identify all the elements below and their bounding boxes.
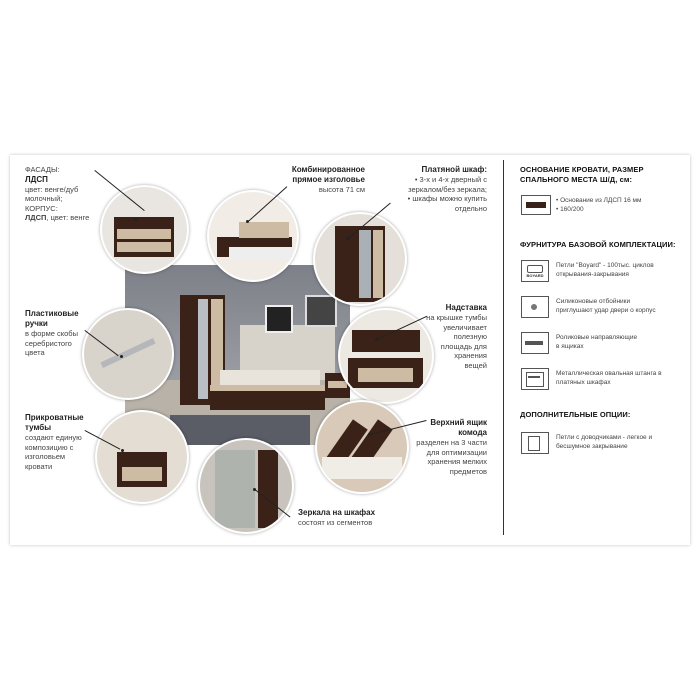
top-drawer-desc-2: для оптимизации	[426, 447, 487, 457]
facades-heading: ФАСАДЫ:	[25, 165, 60, 174]
add-on-desc-2: увеличивает	[443, 322, 487, 332]
nightstands-dot	[121, 449, 124, 452]
hardware-item-hinges	[556, 262, 691, 279]
wardrobe-desc-1: • 3-х и 4-х дверный с	[414, 175, 487, 184]
headboard-title-2: прямое изголовье	[292, 175, 365, 184]
mirrors-desc: состоят из сегментов	[298, 518, 373, 527]
add-on-title: Надставка	[445, 303, 487, 312]
slides-desc: в ящиках	[556, 342, 584, 350]
headboard-title: Комбинированное	[291, 165, 365, 174]
slides-label: Роликовые направляющие	[556, 334, 638, 341]
body-color: , цвет: венге	[46, 213, 90, 222]
hinge-icon	[521, 260, 549, 282]
soft-close-label: Петли с доводчиками	[556, 434, 621, 441]
bumpers-desc: приглушают удар двери о корпус	[556, 306, 656, 314]
wardrobe-callout	[395, 165, 487, 213]
rod-label: Металлическая овальная штанга в	[556, 370, 662, 377]
options-title: ДОПОЛНИТЕЛЬНЫЕ ОПЦИИ:	[520, 410, 631, 419]
nightstands-desc-3: изголовьем	[25, 452, 66, 461]
hardware-item-slides	[556, 334, 691, 351]
facades-material: ЛДСП	[25, 174, 48, 184]
bed-base-icon	[521, 195, 551, 215]
bed-base-item-2: • 160/200	[556, 205, 584, 213]
rod-desc: платяных шкафах	[556, 378, 611, 386]
add-on-callout	[420, 303, 487, 370]
bed-base-item-1: • Основание из ЛДСП 16 мм	[556, 197, 642, 204]
options-item-soft-close	[556, 434, 691, 451]
drawer-photo	[315, 400, 409, 494]
sidebar-separator	[503, 160, 504, 535]
soft-close-desc-start: - легкое и	[620, 434, 653, 441]
facades-color-cont: молочный;	[25, 194, 63, 203]
facades-callout	[25, 165, 115, 223]
nightstands-desc-1: создают единую	[25, 433, 82, 442]
top-drawer-title-2: комода	[458, 428, 487, 437]
body-heading: КОРПУС:	[25, 203, 58, 213]
bed-base-features	[556, 197, 686, 214]
soft-close-hinge-icon	[521, 432, 549, 454]
nightstands-desc-2: композицию с	[25, 442, 74, 452]
top-drawer-desc-3: хранения мелких	[427, 457, 487, 466]
body-material: ЛДСП	[25, 213, 47, 222]
nightstands-title: Прикроватные	[25, 413, 84, 422]
facades-color: цвет: венге/дуб	[25, 184, 79, 194]
mirror-photo	[198, 438, 294, 534]
add-on-desc-5: хранения	[454, 351, 487, 360]
hinges-label: Петли "Boyard" - 100тыс. циклов	[556, 262, 654, 269]
headboard-callout	[270, 165, 365, 195]
drawer-slide-icon	[521, 332, 549, 354]
bed-base-section	[520, 165, 690, 185]
facades-dot	[134, 218, 137, 221]
top-drawer-title: Верхний ящик	[430, 418, 487, 427]
top-drawer-callout	[410, 418, 487, 476]
hinges-desc: открывания-закрывания	[556, 270, 629, 278]
bed-base-title-2: СПАЛЬНОГО МЕСТА Ш/Д, см:	[520, 175, 633, 184]
handles-callout	[25, 309, 100, 358]
mirrors-callout	[298, 508, 408, 528]
hardware-title: ФУРНИТУРА БАЗОВОЙ КОМПЛЕКТАЦИИ:	[520, 240, 676, 249]
nightstands-desc-4: кровати	[25, 461, 53, 471]
soft-close-desc: бесшумное закрывание	[556, 442, 628, 450]
add-on-desc-4: площадь для	[440, 341, 487, 351]
add-on-desc-6: вещей	[464, 360, 487, 370]
handles-title-2: ручки	[25, 319, 48, 328]
top-drawer-desc-4: предметов	[449, 466, 487, 476]
add-on-desc-3: полезную	[453, 332, 487, 341]
handles-dot	[120, 355, 123, 358]
hardware-item-rod	[556, 370, 691, 387]
wardrobe-desc-4: отдельно	[454, 203, 487, 213]
bumpers-label: Силиконовые отбойники	[556, 298, 631, 305]
wardrobe-desc-2: зеркалом/без зеркала;	[408, 184, 487, 194]
hardware-item-bumpers	[556, 298, 691, 315]
wardrobe-desc-3: • шкафы можно купить	[407, 194, 487, 203]
headboard-height: высота 71 см	[318, 185, 365, 194]
handles-desc-2: серебристого	[25, 338, 72, 348]
wardrobe-title: Платяной шкаф:	[421, 165, 487, 174]
wardrobe-rod-icon	[521, 368, 549, 390]
bumper-icon	[521, 296, 549, 318]
bed-base-title: ОСНОВАНИЕ КРОВАТИ, РАЗМЕР	[520, 165, 644, 174]
add-on-desc-1: на крышке тумбы	[426, 313, 487, 322]
nightstand-photo	[95, 410, 189, 504]
headboard-photo	[207, 190, 299, 282]
nightstands-title-2: тумбы	[25, 423, 52, 432]
handles-desc-3: цвета	[25, 348, 45, 357]
mirrors-title: Зеркала на шкафах	[298, 508, 376, 517]
boyard-icon-text: BOYARD	[526, 273, 544, 278]
top-drawer-desc-1: разделен на 3 части	[416, 438, 487, 447]
handles-desc-1: в форме скобы	[25, 329, 78, 338]
handles-title: Пластиковые	[25, 309, 79, 318]
nightstands-callout	[25, 413, 105, 471]
